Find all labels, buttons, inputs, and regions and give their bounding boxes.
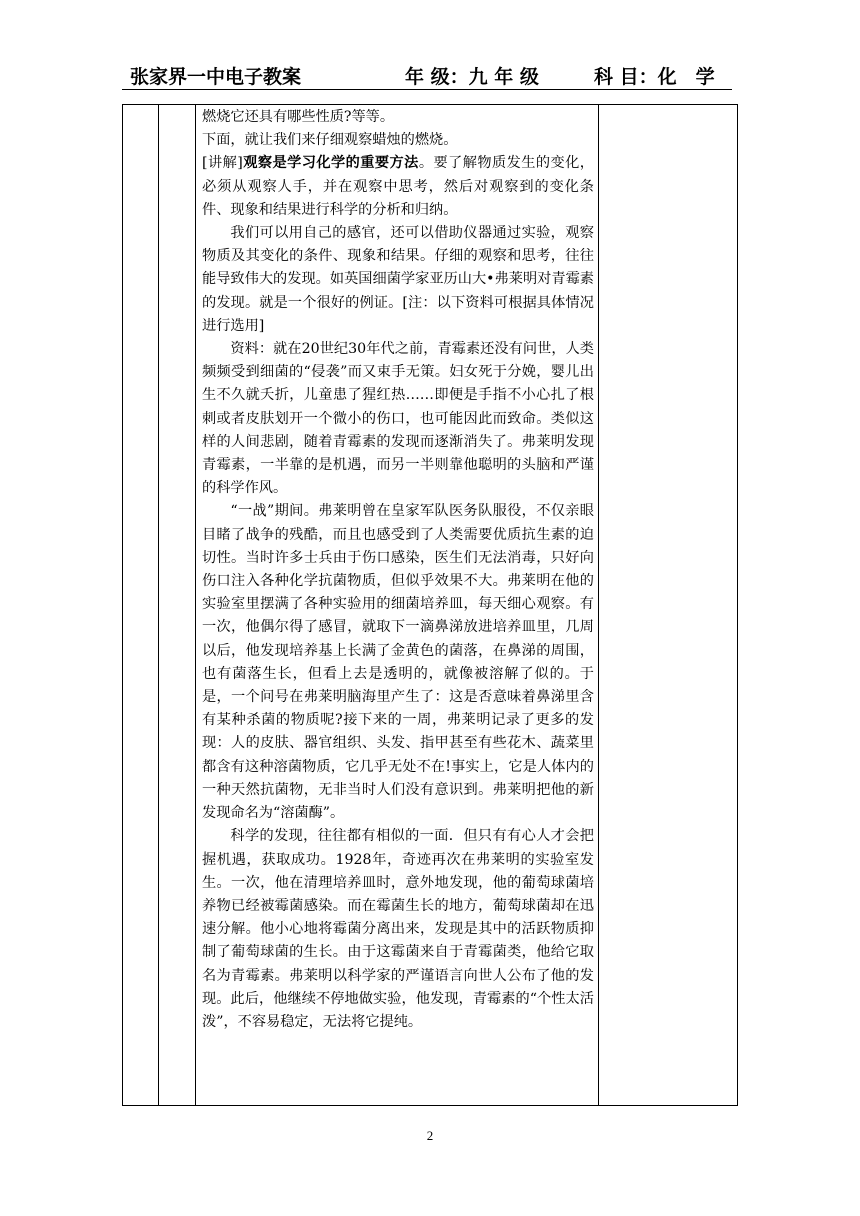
lesson-content <box>202 106 594 1034</box>
paragraph <box>202 152 594 222</box>
grade-label: 年 级：九 年 级 <box>405 66 539 88</box>
paragraph: “一战”期间。弗莱明曾在皇家军队医务队服役，不仅亲眼目睹了战争的残酷，而且也感受到了人类需要优质抗生素的迫切性。当时许多士兵由于伤口感染，医生们无法消毒，只好向伤口注入各种化学抗菌物质，但似乎效果不大。弗莱明在他的实验室里摆满了各种实验用的细菌培养皿，每天细心观察。有一次，他偶尔得了感冒，就取下一滴鼻涕放进培养皿里，几周以后，他发现培养基上长满了金黄色的菌落，在鼻涕的周围，也有菌落生长，但看上去是透明的，就像被溶解了似的。于是，一个问号在弗莱明脑海里产生了：这是否意味着鼻涕里含有某种杀菌的物质呢?接下来的一周，弗莱明记录了更多的发现：人的皮肤、器官组织、头发、指甲甚至有些花木、蔬菜里都含有这种溶菌物质，它几乎无处不在!事实上，它是人体内的一种天然抗菌物，无非当时人们没有意识到。弗莱明把他的新发现命名为“溶菌酶”。 <box>202 503 594 822</box>
paragraph: 我们可以用自己的感官，还可以借助仪器通过实验，观察物质及其变化的条件、现象和结果。仔细的观察和思考，往往能导致伟大的发现。如英国细菌学家亚历山大•弗莱明对青霉素的发现。就是一个很好的例证。[注：以下资料可根据具体情况进行选用] <box>202 225 594 334</box>
table-column-divider <box>195 104 196 1106</box>
paragraph: 科学的发现，往往都有相似的一面．但只有有心人才会把握机遇，获取成功。1928年，奇迹再次在弗莱明的实验室发生。一次，他在清理培养皿时，意外地发现，他的葡萄球菌培养物已经被霉菌感染。而在霉菌生长的地方，葡萄球菌却在迅速分解。他小心地将霉菌分离出来，发现是其中的活跃物质抑制了葡萄球菌的生长。由于这霉菌来自于青霉菌类，他给它取名为青霉素。弗莱明以科学家的严谨语言向世人公布了他的发现。此后，他继续不停地做实验，他发现，青霉素的“个性太活泼”，不容易稳定，无法将它提纯。 <box>202 828 594 1030</box>
paragraph-text: 。要了解物质发生的变化，必须从观察人手，并在观察中思考，然后对观察到的变化条件、现象和结果进行科学的分析和归纳。 <box>202 155 594 218</box>
paragraph: 资料：就在20世纪30年代之前，青霉素还没有问世，人类频频受到细菌的“侵袭”而又束手无策。妇女死于分娩，婴儿出生不久就夭折，儿童患了猩红热……即便是手指不小心扎了根刺或者皮肤划开一个微小的伤口，也可能因此而致命。类似这样的人间悲剧，随着青霉素的发现而逐渐消失了。弗莱明发现青霉素，一半靠的是机遇，而另一半则靠他聪明的头脑和严谨的科学作风。 <box>202 341 594 497</box>
table-column-divider <box>158 104 159 1106</box>
table-column-divider <box>598 104 599 1106</box>
key-point: 观察是学习化学的重要方法 <box>242 155 419 172</box>
school-name: 张家界一中电子教案 <box>130 66 302 88</box>
paragraph: 燃烧它还具有哪些性质?等等。 <box>202 109 395 125</box>
header-rule <box>122 89 732 90</box>
paragraph: 下面，就让我们来仔细观察蜡烛的燃烧。 <box>202 132 458 149</box>
lecture-tag: [讲解] <box>202 155 243 172</box>
page-number: 2 <box>426 1128 434 1143</box>
subject-label: 科 目：化 学 <box>594 66 715 88</box>
page-header <box>122 60 732 90</box>
